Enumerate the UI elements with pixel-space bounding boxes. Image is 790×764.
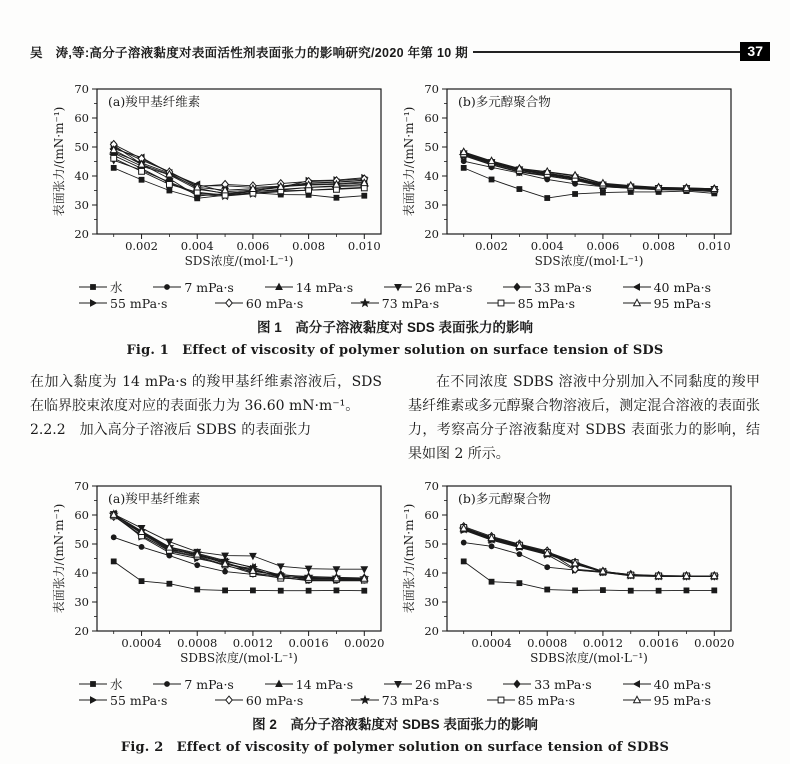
triangle-left-icon [623, 679, 651, 689]
y-tick-label: 70 [424, 479, 439, 493]
x-axis-label: SDS浓度/(mol·L⁻¹) [184, 254, 294, 268]
x-axis-label: SDS浓度/(mol·L⁻¹) [534, 254, 644, 268]
series-marker [139, 168, 145, 174]
x-tick-label: 0.010 [347, 239, 381, 253]
legend-item [623, 280, 711, 295]
series-marker [139, 544, 145, 550]
legend-row [79, 295, 711, 311]
series-line [114, 145, 365, 196]
series-marker [656, 588, 662, 594]
triangle-right-icon [79, 298, 107, 308]
legend-label: 水 [110, 280, 123, 295]
square-icon [79, 679, 107, 689]
series-marker [111, 534, 117, 540]
legend-item [79, 693, 167, 708]
series-marker [498, 300, 504, 306]
series-marker [222, 588, 228, 594]
y-tick-label: 20 [424, 227, 439, 241]
series-marker [90, 284, 96, 290]
y-tick-label: 50 [74, 140, 89, 154]
fig2-caption-en: Fig. 2 Effect of viscosity of polymer solution on surface tension of SDBS [120, 740, 670, 755]
y-tick-label: 40 [74, 169, 89, 183]
y-tick-label: 50 [424, 140, 439, 154]
series-line [464, 154, 715, 190]
series-marker [226, 299, 233, 307]
series-marker [334, 588, 340, 594]
legend-item [215, 296, 303, 311]
legend-item [153, 677, 233, 692]
series-line [464, 154, 715, 190]
series-marker [164, 681, 170, 687]
legend-label: 40 mPa·s [653, 279, 711, 295]
fig1-panel-a-chart [50, 79, 390, 277]
x-tick-label: 0.0020 [344, 636, 385, 650]
x-tick-label: 0.004 [530, 239, 564, 253]
header-rule [473, 51, 740, 53]
y-tick-label: 50 [74, 537, 89, 551]
series-marker [361, 193, 367, 199]
diamond-open-icon [215, 695, 243, 705]
page-number: 37 [740, 42, 770, 61]
legend-item [503, 280, 591, 295]
y-tick-label: 30 [424, 595, 439, 609]
fig1-panel-b-chart [400, 79, 740, 277]
x-tick-label: 0.0016 [638, 636, 679, 650]
series-line [464, 529, 715, 576]
x-tick-label: 0.010 [697, 239, 731, 253]
legend-label: 7 mPa·s [184, 676, 234, 692]
y-tick-label: 70 [74, 82, 89, 96]
fig1-caption-zh: 图 1 高分子溶液黏度对 SDS 表面张力的影响 [256, 320, 534, 335]
series-marker [516, 551, 522, 557]
star-icon [351, 695, 379, 705]
legend-label: 85 mPa·s [517, 295, 576, 311]
square-open-icon [487, 695, 515, 705]
series-line [464, 528, 715, 576]
triangle-left-icon [623, 282, 651, 292]
legend-label: 73 mPa·s [381, 692, 440, 708]
panel-title: (a)羧甲基纤维素 [108, 94, 201, 109]
triangle-down-icon [384, 679, 412, 689]
series-marker [461, 540, 467, 546]
panel-title: (b)多元醇聚合物 [458, 491, 551, 506]
legend-item [503, 677, 591, 692]
x-tick-label: 0.0012 [582, 636, 624, 650]
body-text [0, 358, 790, 466]
legend-row [79, 676, 711, 692]
y-axis-label: 表面张力/(mN·m⁻¹) [52, 503, 66, 614]
series-marker [461, 559, 467, 565]
x-tick-label: 0.0008 [527, 636, 568, 650]
series-marker [226, 696, 233, 704]
series-marker [628, 588, 634, 594]
legend-item [79, 278, 123, 296]
x-tick-label: 0.002 [125, 239, 159, 253]
fig2-legend [79, 676, 711, 708]
y-tick-label: 40 [424, 566, 439, 580]
series-marker [361, 567, 368, 573]
series-line [114, 537, 365, 581]
series-line [114, 152, 365, 194]
left-column [30, 370, 382, 466]
legend-label: 14 mPa·s [295, 676, 354, 692]
series-marker [633, 284, 639, 291]
legend-item [79, 296, 167, 311]
fig1-caption-en: Fig. 1 Effect of viscosity of polymer solution on surface tension of SDS [126, 343, 664, 358]
series-marker [166, 182, 172, 188]
y-tick-label: 50 [424, 537, 439, 551]
y-axis-label: 表面张力/(mN·m⁻¹) [402, 106, 416, 217]
series-line [464, 530, 715, 577]
legend-label: 60 mPa·s [245, 295, 304, 311]
legend-item [623, 296, 711, 311]
series-line [114, 150, 365, 190]
series-marker [306, 588, 312, 594]
series-line [114, 514, 365, 569]
series-line [464, 529, 715, 576]
x-tick-label: 0.008 [642, 239, 676, 253]
legend-label: 26 mPa·s [415, 279, 473, 295]
legend-label: 95 mPa·s [653, 692, 711, 708]
x-tick-label: 0.008 [292, 239, 326, 253]
legend-label: 水 [110, 677, 123, 692]
series-line [114, 515, 365, 580]
legend-label: 55 mPa·s [110, 692, 168, 708]
legend-row [79, 692, 711, 708]
triangle-right-icon [79, 695, 107, 705]
legend-item [351, 693, 439, 708]
fig1-charts-row [0, 79, 790, 277]
series-marker [361, 588, 367, 594]
figure-2-block [0, 476, 790, 755]
x-tick-label: 0.0016 [288, 636, 329, 650]
page-header [0, 0, 790, 61]
x-tick-label: 0.006 [236, 239, 270, 253]
circle-icon [153, 282, 181, 292]
paragraph-left: 在加入黏度为 14 mPa·s 的羧甲基纤维素溶液后，SDS 在临界胶束浓度对应的表面张力为 36.60 mN·m⁻¹。 [30, 374, 382, 414]
legend-item [79, 675, 123, 693]
x-tick-label: 0.0008 [177, 636, 218, 650]
series-marker [194, 587, 200, 593]
series-marker [111, 155, 117, 161]
legend-item [265, 280, 353, 295]
y-tick-label: 60 [74, 508, 89, 522]
triangle-up-icon [265, 282, 293, 292]
plot-frame [447, 486, 731, 631]
triangle-up-icon [265, 679, 293, 689]
x-tick-label: 0.006 [586, 239, 620, 253]
diamond-icon [503, 282, 531, 292]
legend-label: 14 mPa·s [295, 279, 354, 295]
series-marker [334, 195, 340, 201]
legend-item [265, 677, 353, 692]
legend-label: 73 mPa·s [381, 295, 440, 311]
series-marker [572, 588, 578, 594]
y-tick-label: 20 [74, 227, 89, 241]
series-marker [278, 588, 284, 594]
series-marker [111, 165, 117, 171]
series-marker [194, 562, 200, 568]
series-marker [633, 681, 639, 688]
series-marker [164, 284, 170, 290]
series-marker [90, 681, 96, 687]
diamond-open-icon [215, 298, 243, 308]
paragraph-right: 在不同浓度 SDBS 溶液中分别加入不同黏度的羧甲基纤维素或多元醇聚合物溶液后，测定混合溶液的表面张力，考察高分子溶液黏度对 SDBS 表面张力的影响，结果如图 2 所示。 [408, 374, 760, 462]
y-tick-label: 30 [74, 595, 89, 609]
y-tick-label: 20 [424, 624, 439, 638]
x-tick-label: 0.004 [180, 239, 214, 253]
series-line [464, 527, 715, 575]
legend-label: 33 mPa·s [534, 676, 592, 692]
legend-row [79, 279, 711, 295]
y-tick-label: 60 [424, 508, 439, 522]
x-tick-label: 0.0020 [694, 636, 735, 650]
fig1-legend [79, 279, 711, 311]
square-icon [79, 282, 107, 292]
series-marker [600, 587, 606, 593]
diamond-icon [503, 679, 531, 689]
fig2-panel-a-chart [50, 476, 390, 674]
series-marker [489, 177, 495, 183]
series-marker [461, 165, 467, 171]
legend-label: 40 mPa·s [653, 676, 711, 692]
series-line [464, 530, 715, 576]
y-axis-label: 表面张力/(mN·m⁻¹) [52, 106, 66, 217]
series-marker [166, 188, 172, 194]
y-tick-label: 20 [74, 624, 89, 638]
star-icon [351, 298, 379, 308]
series-marker [572, 191, 578, 197]
legend-item [384, 280, 472, 295]
legend-label: 33 mPa·s [534, 279, 592, 295]
y-axis-label: 表面张力/(mN·m⁻¹) [402, 503, 416, 614]
fig2-caption-zh: 图 2 高分子溶液黏度对 SDBS 表面张力的影响 [252, 717, 538, 732]
series-line [464, 529, 715, 576]
legend-label: 7 mPa·s [184, 279, 234, 295]
series-marker [516, 580, 522, 586]
series-marker [90, 697, 96, 704]
legend-item [351, 296, 439, 311]
legend-item [153, 280, 233, 295]
x-tick-label: 0.0012 [232, 636, 274, 650]
series-line [114, 561, 365, 590]
x-tick-label: 0.0004 [471, 636, 512, 650]
series-marker [544, 587, 550, 593]
series-marker [516, 186, 522, 192]
section-heading: 2.2.2 加入高分子溶液后 SDBS 的表面张力 [30, 422, 312, 438]
legend-label: 55 mPa·s [110, 295, 168, 311]
series-marker [489, 579, 495, 585]
triangle-up-open-icon [623, 298, 651, 308]
legend-label: 85 mPa·s [517, 692, 576, 708]
y-tick-label: 70 [424, 82, 439, 96]
panel-title: (b)多元醇聚合物 [458, 94, 551, 109]
series-marker [139, 578, 145, 584]
legend-item [487, 296, 575, 311]
legend-item [487, 693, 575, 708]
series-line [464, 155, 715, 190]
triangle-down-icon [384, 282, 412, 292]
x-axis-label: SDBS浓度/(mol·L⁻¹) [180, 651, 298, 665]
running-head: 吴 涛,等:高分子溶液黏度对表面活性剂表面张力的影响研究/2020 年第 10 期 [30, 45, 469, 60]
series-marker [333, 567, 340, 573]
series-line [114, 516, 365, 580]
triangle-up-open-icon [623, 695, 651, 705]
square-open-icon [487, 298, 515, 308]
series-marker [361, 299, 369, 307]
series-marker [544, 564, 550, 570]
series-marker [139, 177, 145, 183]
y-tick-label: 40 [424, 169, 439, 183]
legend-item [384, 677, 472, 692]
fig2-charts-row [0, 476, 790, 674]
series-marker [711, 588, 717, 594]
series-marker [489, 543, 495, 549]
legend-item [623, 693, 711, 708]
series-marker [111, 559, 117, 565]
x-axis-label: SDBS浓度/(mol·L⁻¹) [530, 651, 648, 665]
series-marker [544, 195, 550, 201]
legend-label: 60 mPa·s [245, 692, 304, 708]
right-column [408, 370, 760, 466]
y-tick-label: 70 [74, 479, 89, 493]
x-tick-label: 0.0004 [121, 636, 162, 650]
series-marker [250, 588, 256, 594]
plot-frame [97, 486, 381, 631]
y-tick-label: 60 [74, 111, 89, 125]
circle-icon [153, 679, 181, 689]
series-marker [498, 697, 504, 703]
series-marker [361, 696, 369, 704]
legend-item [623, 677, 711, 692]
series-marker [90, 300, 96, 307]
series-marker [684, 588, 690, 594]
legend-item [215, 693, 303, 708]
legend-label: 26 mPa·s [415, 676, 473, 692]
y-tick-label: 30 [74, 198, 89, 212]
fig2-panel-b-chart [400, 476, 740, 674]
series-marker [166, 581, 172, 587]
legend-label: 95 mPa·s [653, 295, 711, 311]
series-marker [600, 190, 606, 196]
figure-1-block [0, 79, 790, 358]
y-tick-label: 40 [74, 566, 89, 580]
series-line [464, 528, 715, 576]
y-tick-label: 30 [424, 198, 439, 212]
series-marker [514, 283, 521, 291]
y-tick-label: 60 [424, 111, 439, 125]
panel-title: (a)羧甲基纤维素 [108, 491, 201, 506]
x-tick-label: 0.002 [475, 239, 509, 253]
series-marker [514, 680, 521, 688]
